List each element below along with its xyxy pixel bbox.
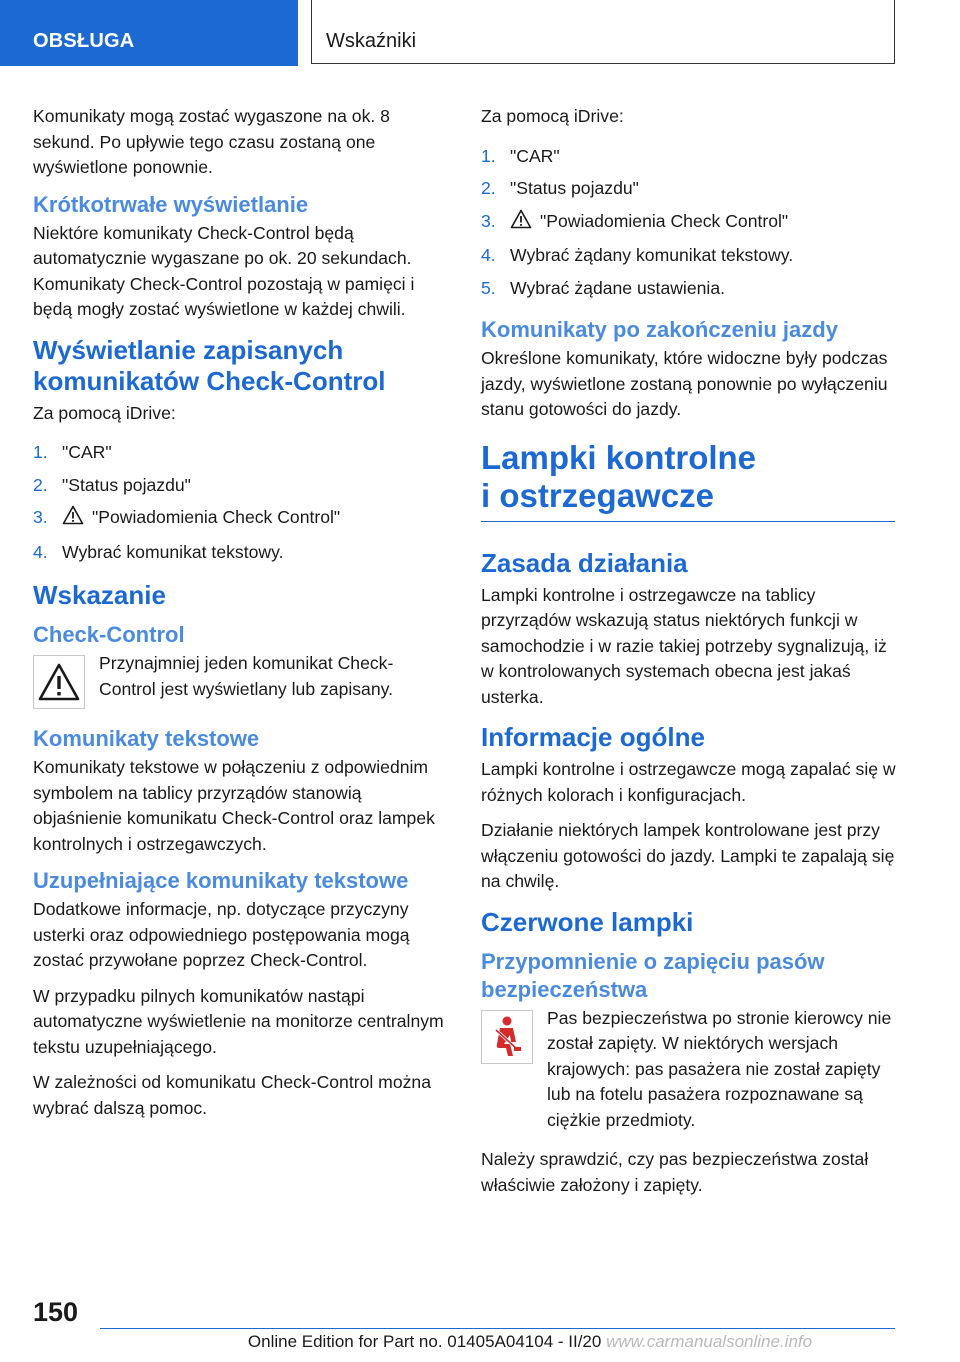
heading-check-control: Check-Control — [33, 622, 185, 647]
seatbelt-reminder-icon — [481, 1010, 533, 1064]
list-item — [481, 172, 896, 205]
page-header — [0, 0, 960, 66]
heading-short-display: Krótkotrwałe wyświetlanie — [33, 191, 309, 217]
general-paragraph-1: Lampki kontrolne i ostrzegawcze mogą zapalać się w różnych kolorach i konfiguracjach. — [481, 759, 896, 805]
list-item — [481, 239, 896, 272]
check-control-symbol-block — [33, 651, 448, 711]
intro-paragraph: Komunikaty mogą zostać wygaszone na ok. 8 sekund. Po upływie tego czasu zostaną one wyświetlone ponownie. — [33, 106, 390, 177]
chapter-divider — [481, 521, 895, 522]
step-text: Wybrać komunikat tekstowy. — [62, 541, 284, 562]
chapter-title — [481, 439, 896, 515]
step-text: Wybrać żądane ustawienia. — [510, 277, 725, 298]
short-display-paragraph: Niektóre komunikaty Check-Control będą automatycznie wygaszane po ok. 20 sekundach. Komunikaty Check-Control pozostają w pamięci i będą mogły zostać wyświetlone w każdej chwili. — [33, 222, 415, 319]
step-text: "CAR" — [62, 442, 112, 462]
steps-list-right — [481, 140, 896, 305]
edition-text: Online Edition for Part no. 01405A04104 - II/20 — [247, 1332, 602, 1351]
general-paragraph-2: Działanie niektórych lampek kontrolowane jest przy włączeniu gotowości do jazdy. Lampki te zapalają się na chwilę. — [481, 820, 895, 891]
heading-red-lights: Czerwone lampki — [481, 906, 694, 937]
step-number: 2. — [481, 178, 496, 198]
step-number: 1. — [481, 145, 496, 166]
supplementary-paragraph-2: W przypadku pilnych komunikatów nastąpi automatyczne wyświetlenie na monitorze centralnym tekstu uzupełniającego. — [33, 985, 444, 1057]
chapter-title-line-2: i ostrzegawcze — [481, 476, 714, 514]
topic-tab: Wskaźniki — [311, 0, 895, 64]
heading-seatbelt-reminder: Przypomnienie o zapięciu pasów bezpieczeństwa — [481, 948, 825, 1002]
step-text: "CAR" — [510, 145, 560, 166]
step-text: "Status pojazdu" — [510, 178, 639, 198]
warning-triangle-icon — [33, 655, 85, 709]
step-number: 2. — [33, 474, 48, 495]
warning-triangle-icon — [510, 207, 532, 240]
idrive-intro-right: Za pomocą iDrive: — [481, 106, 624, 126]
supplementary-paragraph-3: W zależności od komunikatu Check-Control można wybrać dalszą pomoc. — [33, 1072, 431, 1118]
heading-principle: Zasada działania — [481, 547, 688, 578]
heading-saved-messages: Wyświetlanie zapisanych komunikatów Check-Control — [33, 334, 386, 396]
chapter-title-line-1: Lampki kontrolne — [481, 438, 757, 476]
step-number: 3. — [33, 507, 48, 527]
step-text: Wybrać żądany komunikat tekstowy. — [510, 245, 794, 265]
heading-general-info: Informacje ogólne — [481, 722, 705, 752]
principle-paragraph: Lampki kontrolne i ostrzegawcze na tablicy przyrządów wskazują status niektórych funkcji w samochodzie i w razie takiej potrzeby sygnalizują, iż w kontrolowanych systemach obecna jest jakaś usterka. — [481, 584, 887, 707]
heading-text-messages: Komunikaty tekstowe — [33, 726, 260, 751]
page-number: 150 — [33, 1297, 79, 1327]
seatbelt-description: Pas bezpieczeństwa po stronie kierowcy nie został zapięty. W niektórych wersjach krajowych: pas pasażera nie został zapięty lub na fotelu pasażera rozpoznawane są ciężkie przedmioty. — [547, 1007, 892, 1130]
section-tab: OBSŁUGA — [0, 0, 298, 66]
check-control-description: Przynajmniej jeden komunikat Check-Control jest wyświetlany lub zapisany. — [99, 653, 394, 699]
heading-end-of-trip: Komunikaty po zakończeniu jazdy — [481, 317, 838, 342]
list-item — [33, 536, 448, 569]
seatbelt-symbol-block — [481, 1006, 896, 1134]
watermark: www.carmanualsonline.info — [606, 1332, 813, 1351]
step-number: 3. — [481, 210, 496, 231]
supplementary-paragraph-1: Dodatkowe informacje, np. dotyczące przyczyny usterki oraz odpowiedniego postępowania mogą zostać przywołane poprzez Check-Control. — [33, 899, 410, 970]
left-column — [33, 104, 448, 1131]
text-messages-paragraph: Komunikaty tekstowe w połączeniu z odpowiednim symbolem na tablicy przyrządów stanowią objaśnienie komunikatu Check-Control oraz lampek kontrolnych i ostrzegawczych. — [33, 757, 435, 854]
step-number: 4. — [33, 541, 48, 562]
idrive-intro: Za pomocą iDrive: — [33, 402, 176, 423]
heading-supplementary-messages: Uzupełniające komunikaty tekstowe — [33, 868, 409, 893]
step-number: 4. — [481, 245, 496, 265]
footer-edition — [0, 1332, 960, 1352]
list-item — [33, 436, 448, 469]
step-text: "Powiadomienia Check Control" — [92, 507, 341, 527]
seatbelt-check-paragraph: Należy sprawdzić, czy pas bezpieczeństwa został właściwie założony i zapięty. — [481, 1149, 869, 1195]
footer-divider — [100, 1328, 895, 1329]
step-text: "Status pojazdu" — [62, 474, 191, 495]
list-item — [481, 205, 896, 240]
list-item — [33, 501, 448, 536]
list-item — [481, 272, 896, 305]
right-column — [481, 104, 896, 1208]
list-item — [481, 140, 896, 173]
warning-triangle-icon — [62, 503, 84, 536]
list-item — [33, 469, 448, 502]
end-of-trip-paragraph: Określone komunikaty, które widoczne były podczas jazdy, wyświetlone zostaną ponownie po wyłączeniu stanu gotowości do jazdy. — [481, 348, 888, 419]
step-number: 5. — [481, 277, 496, 298]
steps-list-left — [33, 436, 448, 568]
heading-display: Wskazanie — [33, 580, 166, 610]
step-text: "Powiadomienia Check Control" — [540, 210, 789, 231]
step-number: 1. — [33, 442, 48, 462]
